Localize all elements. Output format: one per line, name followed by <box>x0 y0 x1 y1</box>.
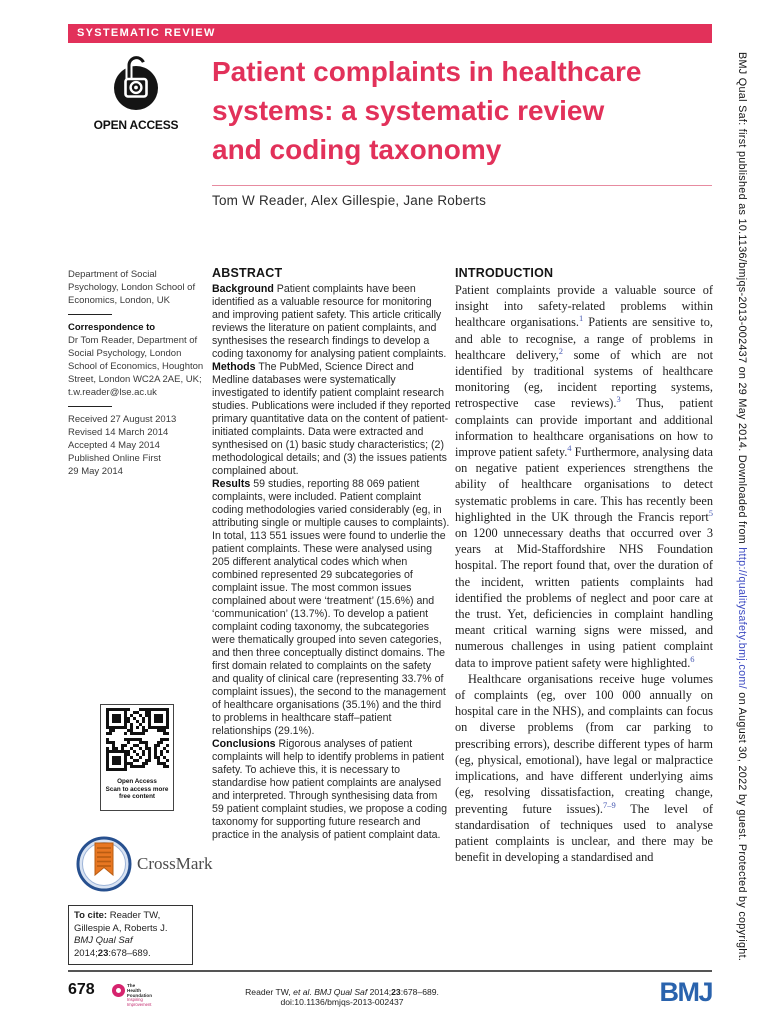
title-divider <box>212 185 712 186</box>
abstract-section <box>212 478 451 738</box>
text-segment: Patient complaints provide a valuable source of insight into safety-related problems within healthcare organisations. <box>455 283 713 330</box>
crossmark-label: CrossMark <box>137 854 213 873</box>
abstract-section-label: Methods <box>212 361 256 373</box>
introduction-column <box>455 266 713 966</box>
article-title-line: and coding taxonomy <box>212 134 502 165</box>
text-segment: on August 30, 2022 by guest. Protected by copyright. <box>736 688 748 962</box>
text-segment: Thus, patient complaints can provide important and additional information to healthcare organisations on how to improve patient safety. <box>455 396 713 460</box>
text-segment: . <box>309 987 315 997</box>
affiliation: Department of Social Psychology, London School of Economics, London, UK <box>68 269 196 306</box>
abstract-section <box>212 361 451 478</box>
reference-marker: 4 <box>567 442 572 453</box>
health-foundation-tagline-line: Inspiring <box>127 997 143 1002</box>
reference-marker: 7–9 <box>602 799 616 810</box>
introduction-heading: INTRODUCTION <box>455 266 554 280</box>
health-foundation-logo <box>112 983 152 1008</box>
reference-marker: 1 <box>578 313 584 324</box>
hyperlink[interactable]: http://qualitysafety.bmj.com/ <box>736 547 748 689</box>
open-access-lock-icon <box>113 48 159 112</box>
health-foundation-name <box>127 983 152 998</box>
qr-caption-line: Open Access <box>117 778 157 785</box>
text-segment: Healthcare organisations receive huge volumes of complaints (eg, over 100 000 annually on hospital care in the NHS), and complaints can focus on diverse problems (from car parking to prescribing errors), describe different types of harm (eg, physical, emotional), have legal or malpractice implications, and have different underlying aims (eg, resolving dissatisfaction, creating change, preventing future issues). <box>455 671 713 816</box>
abstract-section-text: Rigorous analyses of patient complaints will help to identify problems in patient safety. To achieve this, it is necessary to standardise how patient complaints are analysed and interpreted. Through synthesising data from 59 patient complaint studies, we propose a coding taxonomy for supporting future research and practice in the analysis of patient complaint data. <box>212 738 447 841</box>
abstract-section <box>212 283 451 361</box>
text-segment: :678–689. <box>108 947 151 959</box>
text-segment: Reader TW, <box>245 987 294 997</box>
abstract-column <box>212 266 451 974</box>
bmj-logo: BMJ <box>659 977 712 1007</box>
open-access-label: OPEN ACCESS <box>93 118 179 132</box>
text-segment: et al <box>293 987 310 997</box>
history-dates-line: Revised 14 March 2014 <box>68 427 169 438</box>
reference-marker: 5 <box>708 507 713 518</box>
introduction-paragraph <box>455 671 713 865</box>
health-foundation-name-line: Foundation <box>127 993 153 998</box>
correspondence-label: Correspondence to <box>68 322 156 333</box>
abstract-section-text: Patient complaints have been identified as a valuable resource for monitoring and improving patient safety. This article critically reviews the literature on patient complaints, and synthesises the research findings to develop a coding taxonomy for analysing patient complaints. <box>212 283 447 360</box>
qr-box <box>100 704 174 811</box>
crossmark-icon <box>76 836 132 892</box>
text-segment: BMJ Qual Saf <box>74 935 133 946</box>
abstract-section <box>212 738 451 842</box>
qr-caption-line: Scan to access more <box>105 785 169 793</box>
health-foundation-icon <box>112 984 125 997</box>
sidebar-divider <box>68 406 112 407</box>
page-number: 678 <box>68 981 95 998</box>
article-title-line: systems: a systematic review <box>212 95 605 126</box>
history-dates-line: Published Online First <box>68 453 161 464</box>
qr-caption <box>101 778 173 801</box>
health-foundation-name-line: Health <box>127 988 142 993</box>
introduction-body <box>455 282 713 865</box>
text-segment: 23 <box>391 987 401 997</box>
text-segment: The level of standardisation of techniques used to analyse patient complaints is unclear, and there may be benefit in developing a standardised and <box>455 801 713 865</box>
reference-marker: 3 <box>616 394 621 405</box>
text-segment: Patients are sensitive to, and able to recognise, a range of problems in healthcare delivery, <box>455 315 713 362</box>
sidebar-divider <box>68 314 112 315</box>
text-segment: some of which are not identified by traditional systems of healthcare monitoring (eg, incident reporting systems, retrospective case reviews). <box>455 347 713 411</box>
history-dates <box>68 413 206 478</box>
copyright-side-note <box>736 52 748 1014</box>
text-segment: on 1200 unnecessary deaths that occurred over 3 years at Mid-Staffordshire NHS Foundation hospital. The report found that, over the duration of the incident, written patients complaints had identified the problems of neglect and poor care at the trust. Yet, deficiencies in complaint handling meant critical warning signs were missed, and numerous challenges in using patient complaint data to improve patient safety were highlighted. <box>455 526 713 670</box>
abstract-section-label: Conclusions <box>212 738 276 750</box>
article-title <box>212 52 714 169</box>
health-foundation-name-line: The <box>127 983 136 988</box>
text-segment: BMJ Qual Saf <box>314 987 368 997</box>
text-segment: Reader TW, Gillespie A, Roberts J. <box>74 910 168 934</box>
abstract-section-text: The PubMed, Science Direct and Medline databases were systematically investigated to identify patient complaint research studies. Publications were included if they reported primary quantitative data on the content of patient-initiated complaints. Data were extracted and synthesised on (1) basic study characteristics; (2) methodological details; and (3) the issues patients complained about. <box>212 361 451 477</box>
abstract-heading: ABSTRACT <box>212 266 283 280</box>
health-foundation-tagline <box>127 998 152 1008</box>
text-segment: 2014; <box>74 947 98 959</box>
text-segment: To cite: <box>74 910 108 921</box>
history-dates-line: Received 27 August 2013 <box>68 414 177 425</box>
to-cite-box <box>68 905 193 965</box>
article-type-banner <box>68 24 712 43</box>
article-title-line: Patient complaints in healthcare <box>212 56 642 87</box>
qr-code <box>106 708 169 771</box>
correspondence-address: Dr Tom Reader, Department of Social Psychology, London School of Economics, Houghton Street, London WC2A 2AE, UK; t.w.reader@lse.ac.uk <box>68 335 204 398</box>
history-dates-line: Accepted 4 May 2014 <box>68 440 160 451</box>
abstract-body <box>212 283 451 842</box>
abstract-section-label: Results <box>212 478 251 490</box>
introduction-paragraph <box>455 282 713 671</box>
reference-marker: 2 <box>558 345 563 356</box>
reference-marker: 6 <box>690 653 695 664</box>
health-foundation-tagline-line: Improvement <box>127 1001 152 1007</box>
health-foundation-text <box>127 983 152 1008</box>
text-segment: 23 <box>97 947 109 959</box>
abstract-section-text: 59 studies, reporting 88 069 patient complaints, were included. Patient complaint coding methodologies varied considerably (eg, in attributing single or multiple causes to complaints). In total, 113 551 issues were found to underlie the patient complaints. These were analysed using 205 different analytical codes which when combined represented 29 subcategories of complaint issue. The most common issues complained about were ‘treatment’ (15.6%) and ‘communication’ (13.7%). To develop a patient complaint coding taxonomy, the subcategories were thematically grouped into seven categories, and then three conceptually distinct domains. The first domain related to complaints on the safety and quality of clinical care (representing 33.7% of complaint issues), the second to the management of healthcare organisations (35.1%) and the third to problems in healthcare staff–patient relationships (29.1%). <box>212 478 450 737</box>
left-sidebar <box>68 268 206 478</box>
abstract-section-label: Background <box>212 283 274 295</box>
open-access-logo <box>80 48 192 132</box>
footer-citation <box>212 987 472 1007</box>
text-segment: 2014; <box>367 987 392 997</box>
qr-caption-line: free content <box>118 793 156 801</box>
footer-divider <box>68 970 712 972</box>
text-segment: Furthermore, analysing data on negative patient experiences strengthens the ability of healthcare organisations to detect systematic problems in care. This has recently been highlighted in the UK through the Francis report <box>455 445 713 524</box>
text-segment: :678–689. doi:10.1136/bmjqs-2013-002437 <box>280 987 439 1007</box>
text-segment: BMJ Qual Saf: first published as 10.1136/bmjqs-2013-002437 on 29 May 2014. Downloaded from <box>736 52 748 548</box>
authors: Tom W Reader, Alex Gillespie, Jane Roberts <box>212 193 487 208</box>
article-type-label: SYSTEMATIC REVIEW <box>77 27 216 39</box>
history-dates-line: 29 May 2014 <box>68 466 123 477</box>
